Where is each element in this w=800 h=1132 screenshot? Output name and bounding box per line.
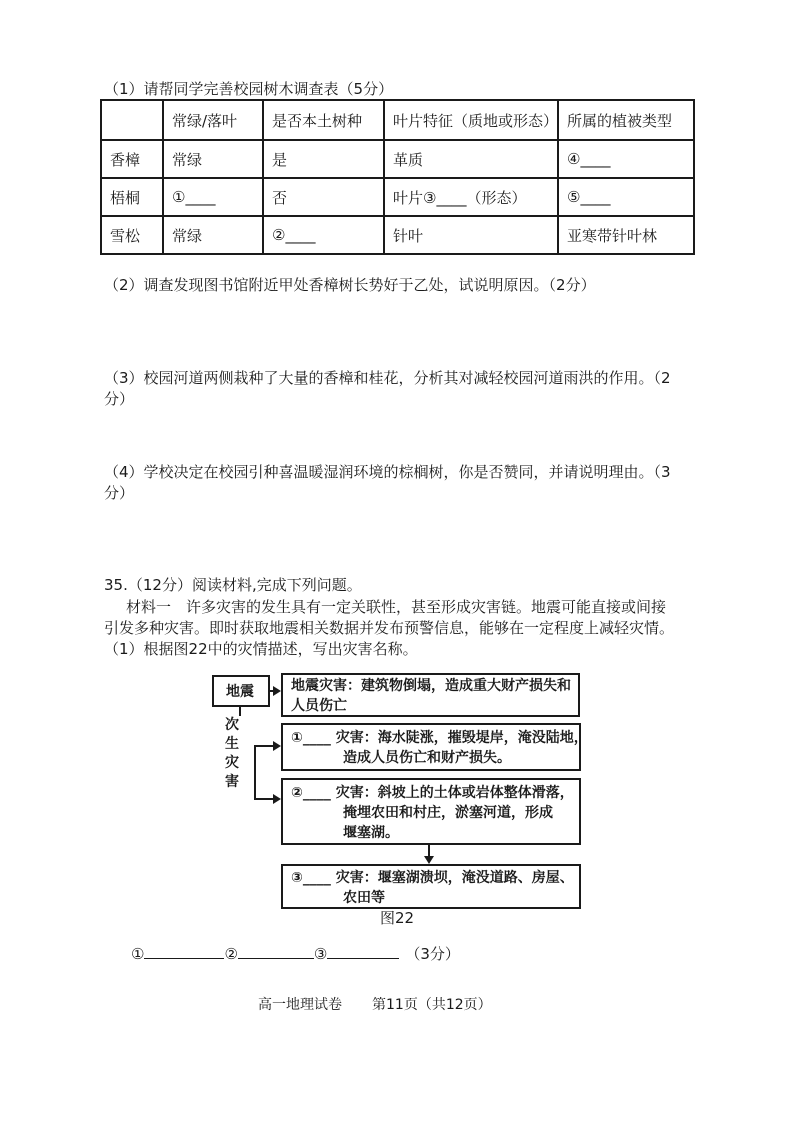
box-text: ①____ 灾害：海水陡涨，摧毁堤岸，淹没陆地， [291,730,588,746]
figure-caption: 图22 [380,909,415,927]
answer-blank-1[interactable] [144,958,224,959]
footer-subject: 高一地理试卷 [258,997,342,1013]
connector-line [254,798,274,800]
disaster-box-3 [281,864,581,909]
connector-line [254,745,274,747]
label-char: 灾 [225,755,239,771]
answer-blank-cell[interactable]: ④____ [558,140,694,178]
q34-part3-line2: 分） [104,390,135,408]
box-text: ②____ 灾害：斜坡上的土体或岩体整体滑落， [291,785,574,801]
earthquake-box [212,675,270,707]
q34-part2: （2）调查发现图书馆附近甲处香樟树长势好于乙处，试说明原因。（2分） [104,276,596,294]
q35-sub1: （1）根据图22中的灾情描述，写出灾害名称。 [104,640,418,658]
q35-title: 35.（12分）阅读材料,完成下列问题。 [104,576,362,594]
arrow-down-icon [424,856,434,864]
table-cell: 针叶 [384,216,558,254]
label-char: 害 [225,774,239,790]
table-cell: 香樟 [101,140,163,178]
table-cell: 常绿 [163,140,263,178]
answer-blank-cell[interactable]: ①____ [163,178,263,216]
answer-blank-2[interactable] [238,958,314,959]
answer-blank-cell[interactable]: 叶片③____（形态） [384,178,558,216]
table-cell: 是 [263,140,384,178]
label-char: 生 [225,736,239,752]
answer-marker: ① [131,945,145,963]
box-text: 掩埋农田和村庄，淤塞河道，形成 [343,805,553,821]
box-text: 人员伤亡 [291,698,347,714]
answer-blank-cell[interactable]: ⑤____ [558,178,694,216]
connector-line [254,745,256,799]
q34-part1: （1）请帮同学完善校园树木调查表（5分） [104,80,394,98]
q35-material-line1: 材料一 许多灾害的发生具有一定关联性，甚至形成灾害链。地震可能直接或间接 [126,598,667,616]
disaster-box-earthquake [281,673,580,717]
table-header-row [101,100,694,140]
table-row [101,178,694,216]
table-cell: 常绿 [163,216,263,254]
disaster-box-1 [281,723,588,771]
answer-marker: ③ [313,945,328,963]
answer-blank-3[interactable] [327,958,399,959]
table-cell: 梧桐 [101,178,163,216]
q35-material-line2: 引发多种灾害。即时获取地震相关数据并发布预警信息，能够在一定程度上减轻灾情。 [104,619,675,637]
header-cell: 是否本土树种 [263,100,384,140]
q34-part3-line1: （3）校园河道两侧栽种了大量的香樟和桂花，分析其对减轻校园河道雨洪的作用。（2 [104,369,671,387]
table-cell: 亚寒带针叶林 [558,216,694,254]
box-text: 农田等 [343,890,385,906]
table-row [101,216,694,254]
box-text: 地震灾害：建筑物倒塌，造成重大财产损失和 [291,678,571,694]
answer-line [131,943,460,965]
box-text: 堰塞湖。 [343,825,399,841]
table-cell: 雪松 [101,216,163,254]
secondary-disaster-label [222,716,242,792]
answer-marker: ② [224,945,238,963]
box-text: 造成人员伤亡和财产损失。 [343,750,511,766]
earthquake-label: 地震 [226,684,254,700]
arrow-right-icon [273,741,281,751]
header-cell: 叶片特征（质地或形态） [384,100,558,140]
disaster-box-2 [281,778,581,845]
header-cell: 常绿/落叶 [163,100,263,140]
box-text: ③____ 灾害：堰塞湖溃坝，淹没道路、房屋、 [291,870,574,886]
footer-page-number: 第11页（共12页） [372,997,492,1013]
q34-part4-line2: 分） [104,484,135,502]
arrow-right-icon [273,794,281,804]
label-char: 次 [225,717,239,733]
header-cell [101,100,163,140]
table-cell: 革质 [384,140,558,178]
answer-blank-cell[interactable]: ②____ [263,216,384,254]
arrow-right-icon [273,686,281,696]
header-cell: 所属的植被类型 [558,100,694,140]
tree-survey-table [100,99,695,255]
table-cell: 否 [263,178,384,216]
q34-part4-line1: （4）学校决定在校园引种喜温暖湿润环境的棕榈树，你是否赞同，并请说明理由。（3 [104,463,671,481]
table-row [101,140,694,178]
connector-line [239,707,241,716]
score-label: （3分） [405,945,460,963]
